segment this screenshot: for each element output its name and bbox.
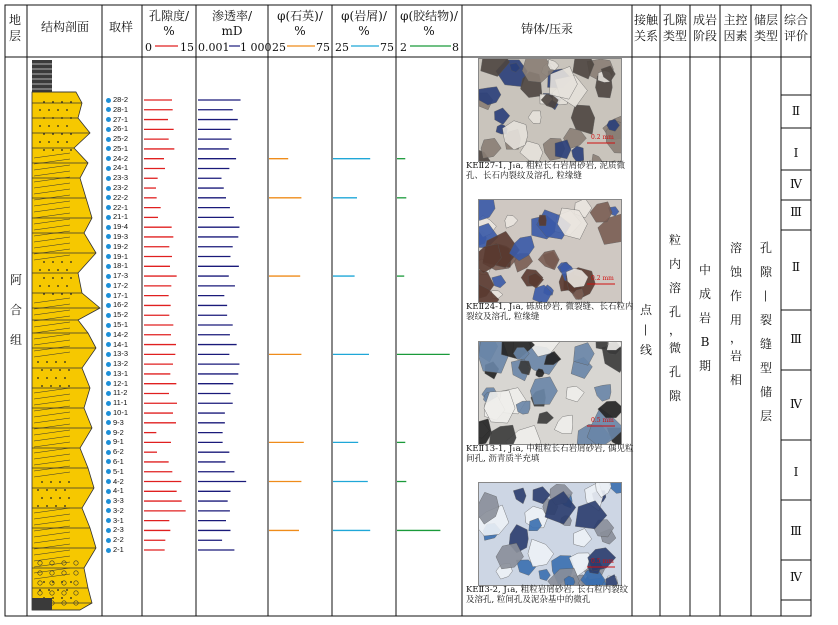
sample-label: 13-3	[113, 349, 129, 359]
sample-label: 23-3	[113, 173, 129, 183]
sample-label: 17-2	[113, 280, 129, 290]
photo-caption: KEⅡ27-1, J₁a, 粗粒长石岩屑砂岩, 泥质微孔、长石内裂纹及溶孔, 粒缘缝	[466, 161, 626, 181]
evaluation-grade: Ⅱ	[791, 260, 801, 274]
header-contact: 接触 关系	[633, 13, 658, 43]
header-diagenesis: 成岩 阶段	[692, 13, 717, 43]
sample-label: 9-2	[113, 427, 124, 437]
porosity-axis-max: 15	[180, 41, 194, 54]
sample-label: 21-1	[113, 212, 129, 222]
sample-label: 2-3	[113, 525, 124, 535]
thin-section-image	[479, 200, 621, 302]
evaluation-grade: Ⅲ	[790, 332, 802, 346]
sample-label: 15-1	[113, 320, 129, 329]
header-cement: φ(胶结物)/ %	[400, 9, 458, 38]
evaluation-grade: Ⅳ	[790, 570, 802, 584]
contact-relation: 点 — 线	[639, 303, 653, 357]
quartz-axis-max: 75	[316, 41, 330, 54]
sample-label: 19-4	[113, 222, 129, 232]
sample-label: 16-2	[113, 300, 129, 310]
sample-label: 15-2	[113, 310, 129, 320]
header-quartz: φ(石英)/ %	[277, 9, 323, 38]
sample-label: 3-3	[113, 496, 124, 506]
lithic-axis-max: 75	[380, 41, 394, 54]
evaluation-grade: Ⅳ	[790, 397, 802, 411]
photo-caption: KEⅡ13-1, J₁a, 中粗粒长石岩屑砂岩, 偶见粒间孔, 沥青质半充填	[466, 444, 634, 464]
sample-label: 19-1	[113, 251, 129, 261]
sample-label: 24-2	[113, 153, 129, 163]
sample-label: 11-1	[113, 398, 128, 408]
evaluation-grade: Ⅲ	[790, 524, 802, 538]
header-sampling: 取样	[108, 20, 133, 34]
photo-caption: KEⅡ24-1, J₁a, 砾质砂岩, 微裂缝、长石粒内裂纹及溶孔, 粒缘缝	[466, 302, 634, 322]
sample-label: 12-1	[113, 378, 129, 388]
evaluation-grade: Ⅰ	[793, 146, 799, 160]
sample-label: 4-2	[113, 476, 124, 486]
sample-label: 24-1	[113, 163, 129, 173]
evaluation-grade: Ⅲ	[790, 205, 802, 219]
scale-bar-label: 0.2 mm	[591, 134, 614, 141]
sample-label: 9-3	[113, 417, 124, 427]
stratum-name: 阿 合 组	[9, 273, 22, 347]
evaluation-grade: Ⅳ	[790, 177, 802, 191]
photo-caption: KEⅡ3-2, J₁a, 粗粒岩屑砂岩, 长石粒内裂纹及溶孔, 粒间孔及泥杂基中的微孔	[466, 585, 629, 605]
scale-bar-label: 0.2 mm	[591, 275, 614, 282]
perm-axis-min: 0.001	[198, 41, 230, 54]
sample-label: 14-1	[113, 339, 129, 349]
porosity-axis-min: 0	[145, 41, 152, 54]
lithic-axis-min: 25	[335, 41, 349, 54]
sample-label: 23-2	[113, 183, 129, 193]
control-factors: 溶 蚀 作 用 ， 岩 相	[729, 241, 742, 387]
sample-label: 26-1	[113, 124, 129, 134]
header-control: 主控 因素	[723, 13, 748, 43]
thin-section-photo	[478, 58, 622, 162]
header-structure: 结构剖面	[40, 20, 89, 34]
header-stratum: 地层	[8, 13, 21, 43]
quartz-axis-min: 25	[272, 41, 286, 54]
pore-type: 粒 内 溶 孔 ， 微 孔 隙	[668, 233, 681, 403]
sample-label: 17-1	[113, 290, 129, 300]
thin-section-image	[479, 59, 621, 161]
header-porosity: 孔隙度/ %	[148, 9, 190, 38]
sample-label: 27-1	[113, 114, 129, 124]
sample-label: 19-2	[113, 241, 129, 251]
sample-label: 3-2	[113, 505, 124, 515]
sample-label: 13-1	[113, 368, 129, 378]
thin-section-photo	[478, 199, 622, 303]
perm-axis-max: 1 000	[240, 41, 272, 54]
sample-label: 9-1	[113, 437, 124, 447]
header-permeability: 渗透率/ mD	[211, 9, 253, 38]
sample-label: 19-3	[113, 231, 129, 241]
header-pore-type: 孔隙 类型	[662, 13, 687, 43]
evaluation-grade: Ⅱ	[791, 104, 801, 118]
sample-label: 17-3	[113, 271, 129, 281]
thin-section-image	[479, 342, 621, 444]
evaluation-grade: Ⅰ	[793, 465, 799, 479]
sample-label: 25-1	[113, 143, 129, 153]
sample-label: 13-2	[113, 359, 129, 369]
sample-label: 6-2	[113, 447, 124, 457]
sample-label: 28-2	[113, 95, 129, 104]
sample-label: 11-2	[113, 388, 128, 398]
thin-section-image	[479, 483, 621, 585]
header-casting: 铸体/压汞	[520, 22, 574, 36]
thin-section-photo	[478, 341, 622, 445]
sample-label: 10-1	[113, 408, 129, 418]
scale-bar-label: 0.5 mm	[591, 558, 614, 565]
header-lithic: φ(岩屑)/ %	[341, 9, 387, 38]
sample-label: 18-1	[113, 261, 129, 271]
cement-axis-max: 8	[452, 41, 459, 54]
sample-label: 14-2	[113, 329, 129, 339]
sample-label: 2-2	[113, 535, 124, 545]
mineral-grain	[539, 215, 547, 226]
sample-label: 28-1	[113, 104, 129, 114]
sample-label: 22-1	[113, 202, 129, 212]
reservoir-type: 孔 隙 — 裂 缝 型 储 层	[759, 241, 773, 423]
diagenesis-stage: 中 成 岩 B 期	[698, 263, 711, 373]
sample-label: 6-1	[113, 456, 124, 466]
sample-label: 5-1	[113, 466, 124, 476]
sample-label: 25-2	[113, 134, 129, 144]
sample-label: 22-2	[113, 192, 129, 202]
scale-bar-label: 0.5 mm	[591, 417, 614, 424]
header-reservoir-type: 储层 类型	[753, 13, 778, 43]
thin-section-photo	[478, 482, 622, 586]
cement-axis-min: 2	[400, 41, 407, 54]
sample-label: 4-1	[113, 486, 124, 496]
sample-label: 3-1	[113, 515, 124, 525]
header-evaluation: 综合 评价	[783, 13, 808, 43]
sample-label: 2-1	[113, 545, 124, 554]
